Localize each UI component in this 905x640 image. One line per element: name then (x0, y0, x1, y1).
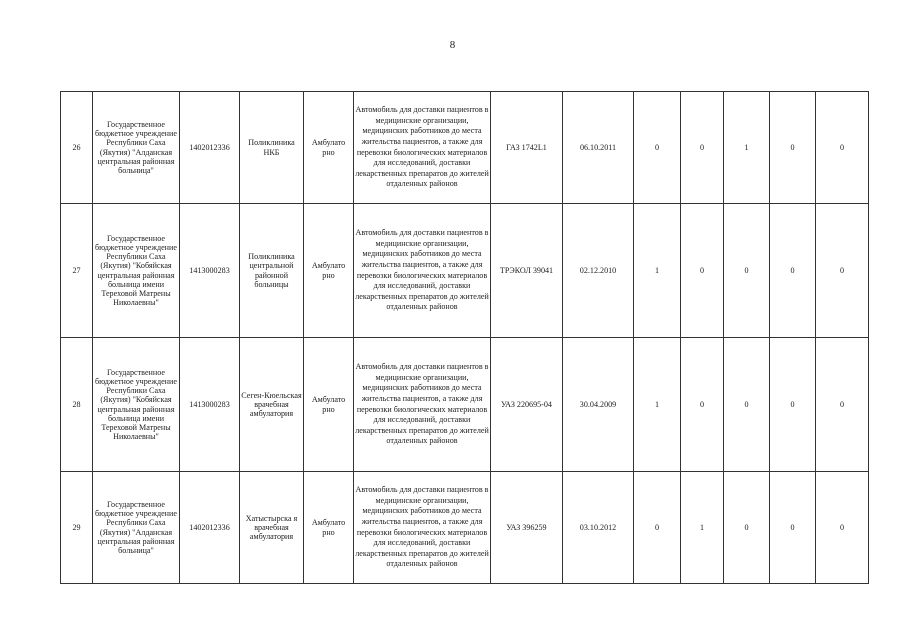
value-cell-3: 0 (724, 338, 770, 472)
vehicle-model-cell: УАЗ 220695-04 (491, 338, 563, 472)
organization-cell: Государственное бюджетное учреждение Республики Саха (Якутия) "Кобяйская центральная районная больница имени Тереховой Матрены Николаевны" (93, 338, 180, 472)
vehicle-model-cell: ТРЭКОЛ 39041 (491, 204, 563, 338)
value-cell-1: 1 (634, 204, 681, 338)
inn-cell: 1413000283 (180, 204, 240, 338)
inn-cell: 1402012336 (180, 92, 240, 204)
subdivision-cell: Поликлиника центральной районной больницы (240, 204, 304, 338)
care-type-cell: Амбулато рно (304, 204, 354, 338)
value-cell-5: 0 (816, 472, 869, 584)
value-cell-4: 0 (770, 204, 816, 338)
purpose-cell: Автомобиль для доставки пациентов в медицинские организации, медицинских работников до места жительства пациентов, а также для перевозки биологических материалов для исследований, доставки лекарственных препаратов до жителей отдаленных районов (354, 472, 491, 584)
table-row (61, 92, 869, 204)
table-row (61, 204, 869, 338)
value-cell-5: 0 (816, 338, 869, 472)
row-number-cell: 27 (61, 204, 93, 338)
page-number: 8 (449, 39, 456, 51)
value-cell-3: 0 (724, 204, 770, 338)
organization-cell: Государственное бюджетное учреждение Республики Саха (Якутия) "Кобяйская центральная районная больница имени Тереховой Матрены Николаевны" (93, 204, 180, 338)
date-cell: 02.12.2010 (563, 204, 634, 338)
care-type-cell: Амбулато рно (304, 92, 354, 204)
value-cell-4: 0 (770, 472, 816, 584)
value-cell-2: 1 (681, 472, 724, 584)
organization-cell: Государственное бюджетное учреждение Республики Саха (Якутия) "Алданская центральная районная больница" (93, 472, 180, 584)
care-type-cell: Амбулато рно (304, 472, 354, 584)
value-cell-2: 0 (681, 92, 724, 204)
vehicle-model-cell: УАЗ 396259 (491, 472, 563, 584)
purpose-cell: Автомобиль для доставки пациентов в медицинские организации, медицинских работников до места жительства пациентов, а также для перевозки биологических материалов для исследований, доставки лекарственных препаратов до жителей отдаленных районов (354, 92, 491, 204)
inn-cell: 1402012336 (180, 472, 240, 584)
value-cell-3: 0 (724, 472, 770, 584)
row-number-cell: 29 (61, 472, 93, 584)
purpose-cell: Автомобиль для доставки пациентов в медицинские организации, медицинских работников до места жительства пациентов, а также для перевозки биологических материалов для исследований, доставки лекарственных препаратов до жителей отдаленных районов (354, 338, 491, 472)
organization-cell: Государственное бюджетное учреждение Республики Саха (Якутия) "Алданская центральная районная больница" (93, 92, 180, 204)
value-cell-2: 0 (681, 204, 724, 338)
row-number-cell: 26 (61, 92, 93, 204)
value-cell-5: 0 (816, 92, 869, 204)
date-cell: 06.10.2011 (563, 92, 634, 204)
table-row (61, 338, 869, 472)
row-number-cell: 28 (61, 338, 93, 472)
date-cell: 03.10.2012 (563, 472, 634, 584)
value-cell-5: 0 (816, 204, 869, 338)
vehicle-model-cell: ГАЗ 1742L1 (491, 92, 563, 204)
value-cell-3: 1 (724, 92, 770, 204)
value-cell-1: 0 (634, 92, 681, 204)
value-cell-4: 0 (770, 92, 816, 204)
value-cell-4: 0 (770, 338, 816, 472)
value-cell-1: 0 (634, 472, 681, 584)
subdivision-cell: Хатыстырска я врачебная амбулатория (240, 472, 304, 584)
purpose-cell: Автомобиль для доставки пациентов в медицинские организации, медицинских работников до места жительства пациентов, а также для перевозки биологических материалов для исследований, доставки лекарственных препаратов до жителей отдаленных районов (354, 204, 491, 338)
vehicle-registry-table (60, 91, 869, 584)
value-cell-1: 1 (634, 338, 681, 472)
date-cell: 30.04.2009 (563, 338, 634, 472)
value-cell-2: 0 (681, 338, 724, 472)
subdivision-cell: Поликлиника НКБ (240, 92, 304, 204)
care-type-cell: Амбулато рно (304, 338, 354, 472)
subdivision-cell: Сеген-Кюельская врачебная амбулатория (240, 338, 304, 472)
table-row (61, 472, 869, 584)
inn-cell: 1413000283 (180, 338, 240, 472)
